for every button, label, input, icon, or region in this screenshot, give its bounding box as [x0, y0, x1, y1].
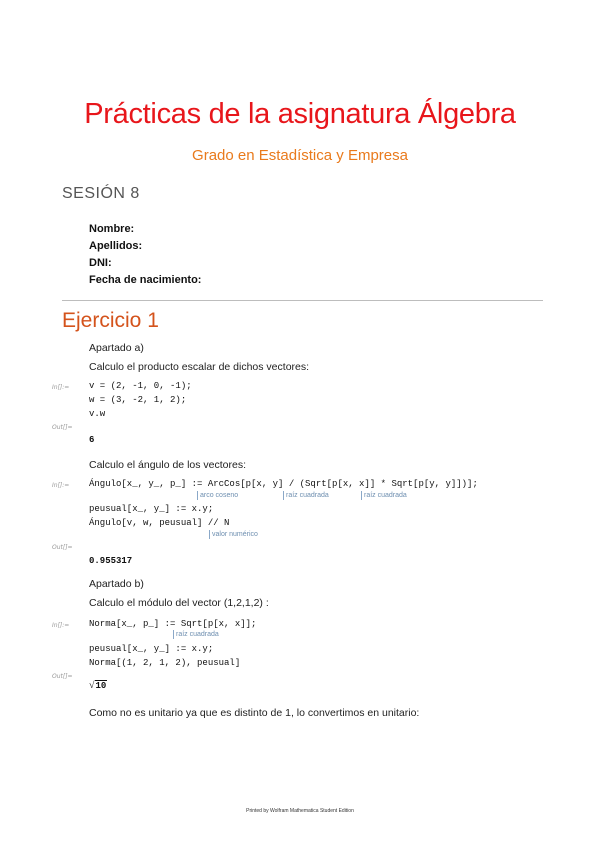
- output-value: 0.955317: [89, 556, 133, 566]
- code-line[interactable]: v = (2, -1, 0, -1);: [89, 381, 192, 391]
- text-norm: Calculo el módulo del vector (1,2,1,2) :: [89, 597, 269, 609]
- tooltip-numeric: valor numérico: [209, 530, 258, 539]
- input-label: In[]:=: [52, 384, 70, 391]
- exercise-title: Ejercicio 1: [62, 309, 159, 332]
- text-angle: Calculo el ángulo de los vectores:: [89, 459, 247, 471]
- field-nombre: Nombre:: [89, 223, 135, 235]
- code-peusual-definition[interactable]: peusual[x_, y_] := x.y;: [89, 644, 214, 654]
- section-divider: [62, 300, 543, 301]
- code-peusual-definition[interactable]: peusual[x_, y_] := x.y;: [89, 504, 214, 514]
- document-subtitle: Grado en Estadística y Empresa: [192, 147, 408, 164]
- tooltip-sqrt: raíz cuadrada: [361, 491, 407, 500]
- tooltip-sqrt: raíz cuadrada: [173, 630, 219, 639]
- sqrt-symbol: √: [89, 680, 95, 691]
- code-line[interactable]: v.w: [89, 409, 106, 419]
- output-value: 10: [95, 681, 107, 691]
- text-dot-product: Calculo el producto escalar de dichos vectores:: [89, 361, 310, 373]
- session-heading: SESIÓN 8: [62, 185, 140, 202]
- code-angle-call[interactable]: Ángulo[v, w, peusual] // N: [89, 518, 230, 528]
- tooltip-arccos: arco coseno: [197, 491, 238, 500]
- document-title: Prácticas de la asignatura Álgebra: [84, 98, 516, 130]
- part-a-heading: Apartado a): [89, 342, 144, 354]
- input-label: In[]:=: [52, 482, 70, 489]
- input-label: In[]:=: [52, 622, 70, 629]
- field-fecha-nacimiento: Fecha de nacimiento:: [89, 274, 202, 286]
- field-apellidos: Apellidos:: [89, 240, 143, 252]
- output-value: 6: [89, 435, 95, 445]
- field-dni: DNI:: [89, 257, 112, 269]
- tooltip-sqrt: raíz cuadrada: [283, 491, 329, 500]
- output-label: Out[]=: [52, 544, 73, 551]
- output-label: Out[]=: [52, 424, 73, 431]
- code-norm-definition[interactable]: Norma[x_, p_] := Sqrt[p[x, x]];: [89, 619, 257, 629]
- code-norm-call[interactable]: Norma[(1, 2, 1, 2), peusual]: [89, 658, 241, 668]
- output-label: Out[]=: [52, 673, 73, 680]
- code-line[interactable]: w = (3, -2, 1, 2);: [89, 395, 187, 405]
- footer-note: Printed by Wolfram Mathematica Student Edition: [246, 808, 354, 814]
- text-unit: Como no es unitario ya que es distinto de 1, lo convertimos en unitario:: [89, 707, 420, 719]
- code-angle-definition[interactable]: Ángulo[x_, y_, p_] := ArcCos[p[x, y] / (Sqrt[p[x, x]] * Sqrt[p[y, y]])];: [89, 479, 478, 489]
- output-sqrt: [89, 680, 107, 691]
- part-b-heading: Apartado b): [89, 578, 144, 590]
